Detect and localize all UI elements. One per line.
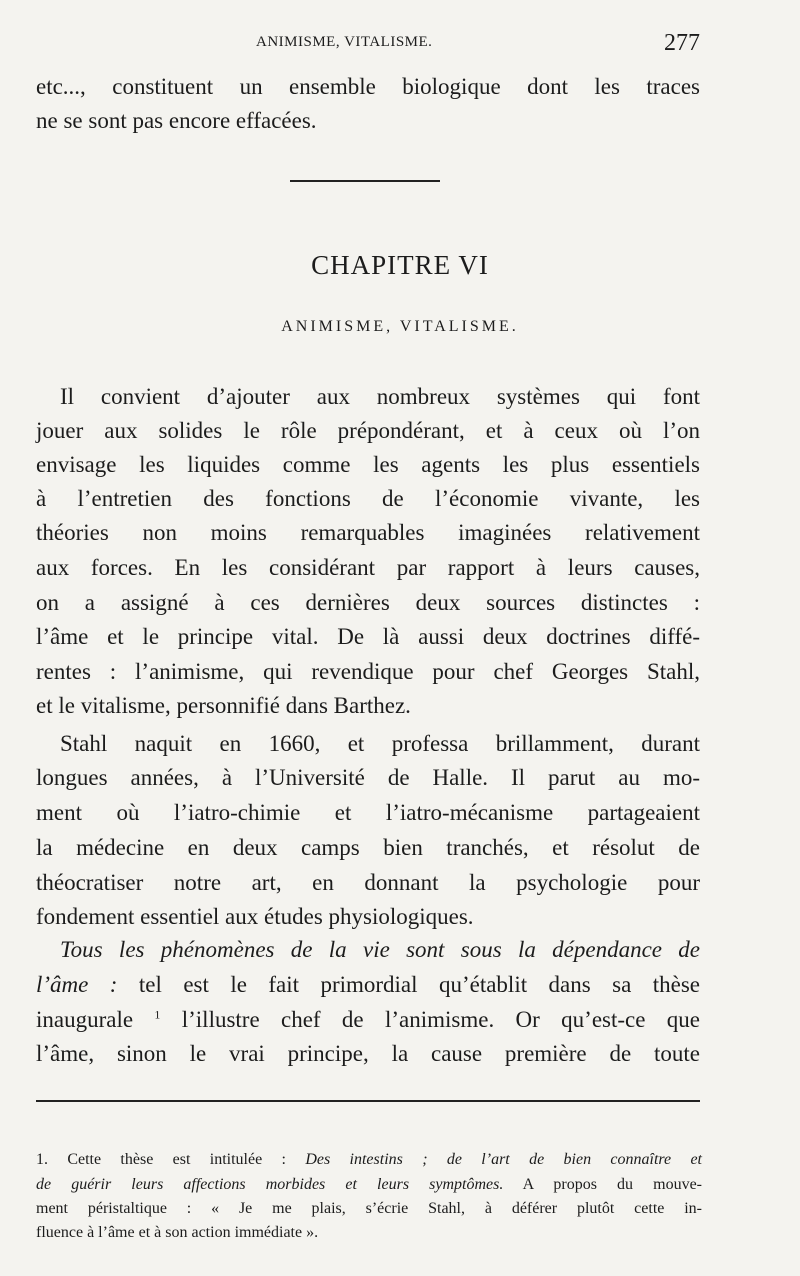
- text-line: [36, 968, 700, 1002]
- line-text: l’illustre chef de l’animisme. Or qu’est-ce que: [160, 1007, 700, 1032]
- page-number: 277: [664, 30, 700, 56]
- section-divider: [290, 180, 440, 182]
- running-head: [36, 30, 700, 60]
- text-line: théocratiser notre art, en donnant la psychologie pour: [36, 870, 700, 895]
- text-line: l’âme, sinon le vrai principe, la cause première de toute: [36, 1041, 700, 1066]
- text-line: etc..., constituent un ensemble biologique dont les traces: [36, 74, 700, 99]
- text-line: à l’entretien des fonctions de l’économie vivante, les: [36, 486, 700, 511]
- text-line-italic: Tous les phénomènes de la vie sont sous la dépendance de: [60, 937, 700, 962]
- text-line: rentes : l’animisme, qui revendique pour chef Georges Stahl,: [36, 659, 700, 684]
- footnote-line: [36, 1173, 702, 1197]
- footnote-divider: [36, 1100, 700, 1102]
- footnote-marker: 1: [154, 1007, 161, 1022]
- text-line: on a assigné à ces dernières deux sources distinctes :: [36, 590, 700, 615]
- footnote-line: [36, 1148, 702, 1172]
- text-line: l’âme et le principe vital. De là aussi deux doctrines diffé-: [36, 624, 700, 649]
- text-line: ment où l’iatro-chimie et l’iatro-mécanisme partageaient: [36, 800, 700, 825]
- chapter-title: CHAPITRE VI: [311, 250, 489, 280]
- text-line: la médecine en deux camps bien tranchés, et résolut de: [36, 835, 700, 860]
- chapter-subtitle: ANIMISME, VITALISME.: [281, 318, 519, 335]
- text-line: Stahl naquit en 1660, et professa brillamment, durant: [60, 731, 700, 756]
- running-title: ANIMISME, VITALISME.: [256, 34, 433, 50]
- text-line: Il convient d’ajouter aux nombreux systèmes qui font: [60, 384, 700, 409]
- footnote-italic: Des intestins ; de l’art de bien connaître et: [305, 1151, 703, 1168]
- text-line: et le vitalisme, personnifié dans Barthez.: [36, 693, 411, 718]
- italic-phrase: l’âme :: [36, 972, 118, 997]
- footnote-line: ment péristaltique : « Je me plais, s’écrie Stahl, à déférer plutôt cette in-: [36, 1200, 702, 1217]
- text-line: [36, 1003, 700, 1037]
- text-line: longues années, à l’Université de Halle. Il parut au mo-: [36, 765, 700, 790]
- text-line: jouer aux solides le rôle prépondérant, et à ceux où l’on: [36, 418, 700, 443]
- text-line: ne se sont pas encore effacées.: [36, 108, 317, 133]
- footnote-text: 1. Cette thèse est intitulée :: [36, 1151, 306, 1168]
- footnote-text: A propos du mouve-: [503, 1176, 703, 1193]
- line-text: tel est le fait primordial qu’établit dans sa thèse: [117, 972, 700, 997]
- footnote-italic: de guérir leurs affections morbides et leurs symptômes.: [36, 1176, 504, 1193]
- footnote-line: fluence à l’âme et à son action immédiate ».: [36, 1224, 319, 1241]
- text-line: théories non moins remarquables imaginées relativement: [36, 520, 700, 545]
- text-line: fondement essentiel aux études physiologiques.: [36, 904, 474, 929]
- line-text: inaugurale: [36, 1007, 155, 1032]
- text-line: aux forces. En les considérant par rapport à leurs causes,: [36, 555, 700, 580]
- text-line: envisage les liquides comme les agents les plus essentiels: [36, 452, 700, 477]
